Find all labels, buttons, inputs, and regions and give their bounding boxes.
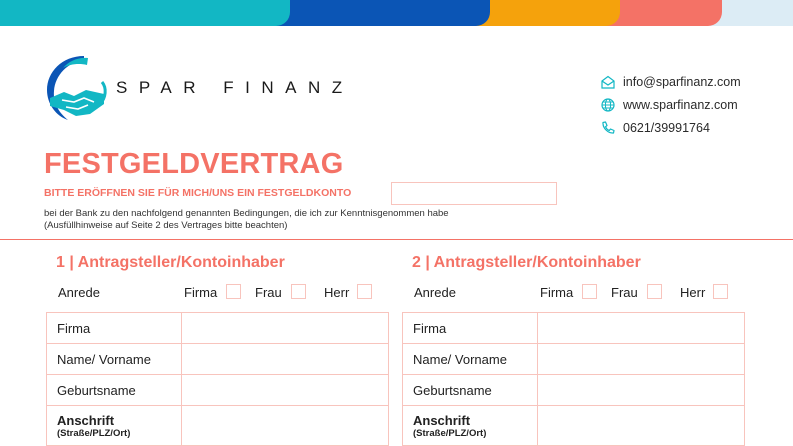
anschrift-label: Anschrift xyxy=(57,412,115,428)
table-row xyxy=(47,344,388,375)
conditions-note-hint: (Ausfüllhinweise auf Seite 2 des Vertrages bitte beachten) xyxy=(44,220,288,231)
contact-website: www.sparfinanz.com xyxy=(623,97,738,112)
anrede-label: Anrede xyxy=(58,285,100,300)
applicant-1-anrede-row xyxy=(46,281,390,303)
anschrift-field[interactable] xyxy=(182,406,388,445)
top-bar-teal-segment xyxy=(0,0,290,26)
anschrift-label-cell xyxy=(47,406,182,445)
handshake-logo-icon xyxy=(44,52,110,122)
firma-checkbox[interactable] xyxy=(582,284,597,299)
anrede-label: Anrede xyxy=(414,285,456,300)
anschrift-label-cell xyxy=(403,406,538,445)
applicant-1-section xyxy=(46,254,390,303)
envelope-icon xyxy=(600,74,616,90)
table-row xyxy=(403,375,744,406)
applicant-1-title: 1 | Antragsteller/Kontoinhaber xyxy=(56,254,285,271)
phone-icon xyxy=(600,120,616,136)
option-frau-label: Frau xyxy=(611,285,638,300)
contact-phone: 0621/39991764 xyxy=(623,120,710,135)
firma-label: Firma xyxy=(47,313,182,343)
conditions-note-line: bei der Bank zu den nachfolgend genannten Bedingungen, die ich zur Kenntnisgenommen habe xyxy=(44,208,449,219)
conditions-note xyxy=(44,208,449,232)
festgeldkonto-input[interactable] xyxy=(391,182,557,205)
anschrift-hint: (Straße/PLZ/Ort) xyxy=(57,427,131,439)
anschrift-field[interactable] xyxy=(538,406,744,445)
firma-checkbox[interactable] xyxy=(226,284,241,299)
applicant-2-anrede-row xyxy=(402,281,746,303)
geburtsname-field[interactable] xyxy=(538,375,744,405)
contact-phone-row[interactable] xyxy=(600,116,741,139)
herr-checkbox[interactable] xyxy=(713,284,728,299)
top-color-bar xyxy=(0,0,793,26)
document-subtitle: BITTE ERÖFFNEN SIE FÜR MICH/UNS EIN FESTGELDKONTO xyxy=(44,187,352,199)
herr-checkbox[interactable] xyxy=(357,284,372,299)
option-firma-label: Firma xyxy=(540,285,574,300)
globe-icon xyxy=(600,97,616,113)
contact-email: info@sparfinanz.com xyxy=(623,74,741,89)
name-field[interactable] xyxy=(182,344,388,374)
applicant-1-table xyxy=(46,312,389,446)
applicant-2-table xyxy=(402,312,745,446)
name-label: Name/ Vorname xyxy=(47,344,182,374)
frau-checkbox[interactable] xyxy=(291,284,306,299)
top-bar-blue-segment xyxy=(260,0,490,26)
applicant-2-section xyxy=(402,254,746,303)
geburtsname-field[interactable] xyxy=(182,375,388,405)
table-row xyxy=(403,313,744,344)
option-frau-label: Frau xyxy=(255,285,282,300)
table-row xyxy=(47,313,388,344)
firma-field[interactable] xyxy=(538,313,744,343)
option-firma-label: Firma xyxy=(184,285,218,300)
geburtsname-label: Geburtsname xyxy=(47,375,182,405)
contact-website-row[interactable] xyxy=(600,93,741,116)
frau-checkbox[interactable] xyxy=(647,284,662,299)
option-herr-label: Herr xyxy=(324,285,350,300)
contact-email-row[interactable] xyxy=(600,70,741,93)
document-title: FESTGELDVERTRAG xyxy=(44,148,344,180)
option-herr-label: Herr xyxy=(680,285,706,300)
name-field[interactable] xyxy=(538,344,744,374)
firma-field[interactable] xyxy=(182,313,388,343)
table-row xyxy=(47,375,388,406)
section-divider xyxy=(0,239,793,240)
firma-label: Firma xyxy=(403,313,538,343)
geburtsname-label: Geburtsname xyxy=(403,375,538,405)
table-row xyxy=(403,344,744,375)
contact-block xyxy=(600,70,741,139)
table-row xyxy=(47,406,388,446)
anschrift-hint: (Straße/PLZ/Ort) xyxy=(413,427,487,439)
anschrift-label: Anschrift xyxy=(413,412,471,428)
name-label: Name/ Vorname xyxy=(403,344,538,374)
brand-name: SPAR FINANZ xyxy=(116,78,354,97)
applicant-2-title: 2 | Antragsteller/Kontoinhaber xyxy=(412,254,641,271)
table-row xyxy=(403,406,744,446)
